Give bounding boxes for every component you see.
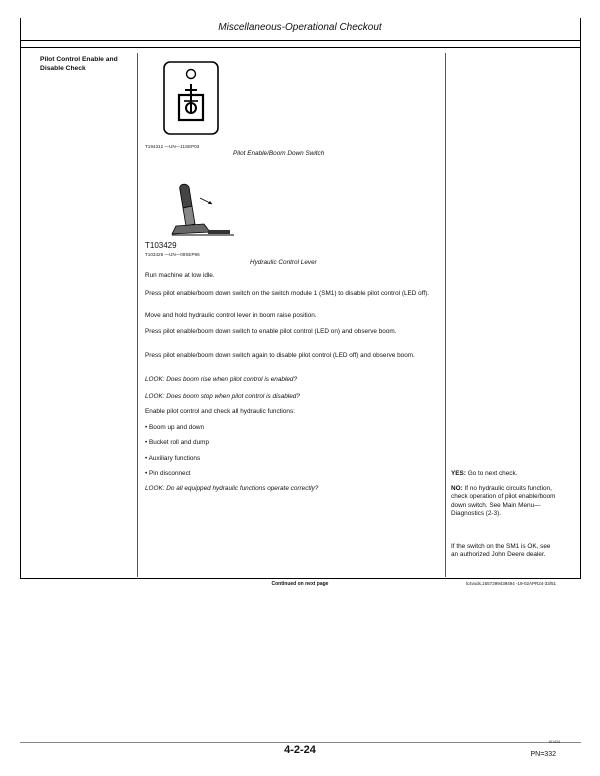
header-right-border [580, 18, 581, 40]
step-text: Press pilot enable/boom down switch to enable pilot control (LED on) and observe boom. [145, 328, 397, 335]
figure-code: T103429 —UN—09SEP96 [145, 252, 200, 257]
list-item: • Auxiliary functions [145, 455, 201, 462]
step-text: Run machine at low idle. [145, 272, 215, 279]
list-item: • Bucket roll and dump [145, 439, 210, 446]
document-reference: lc4vxds,1657299439494 -19-02APR24-33/51 [465, 581, 556, 586]
figure-code: T194312 —UN—11SEP03 [145, 144, 200, 149]
hydraulic-lever-icon [168, 180, 238, 242]
pilot-enable-switch-icon [162, 60, 220, 136]
look-question: LOOK: Does boom rise when pilot control is enabled? [145, 376, 298, 383]
figure-label: T103429 [145, 241, 177, 250]
list-item: • Pin disconnect [145, 470, 191, 477]
date-code: 101424 [548, 740, 560, 744]
look-question: LOOK: Do all equipped hydraulic functions operate correctly? [145, 485, 319, 492]
page-number: 4-2-24 [284, 744, 316, 756]
pn-number: PN=332 [530, 751, 556, 758]
table-left-border [20, 40, 21, 578]
table-right-border [580, 40, 581, 578]
section-title: Pilot Control Enable and Disable Check [40, 56, 118, 72]
figure-caption: Pilot Enable/Boom Down Switch [233, 150, 325, 157]
list-item: • Boom up and down [145, 424, 205, 431]
header-rule [20, 40, 581, 41]
step-text: Enable pilot control and check all hydraulic functions: [145, 408, 295, 415]
look-question: LOOK: Does boom stop when pilot control is disabled? [145, 393, 300, 400]
continued-notice: Continued on next page [271, 581, 329, 587]
column-divider-2 [445, 53, 446, 577]
step-text: Press pilot enable/boom down switch again to disable pilot control (LED off) and observe boom. [145, 352, 415, 359]
no-result [451, 485, 556, 519]
yes-label: YES: [451, 470, 466, 477]
yes-text: Go to next check. [467, 470, 518, 477]
table-top-rule [20, 47, 581, 48]
figure-caption: Hydraulic Control Lever [250, 259, 317, 266]
header-left-border [20, 18, 21, 40]
yes-result [451, 470, 556, 478]
no-label: NO: [451, 485, 463, 492]
dealer-text: If the switch on the SM1 is OK, see an authorized John Deere dealer. [451, 543, 551, 559]
page-header-title: Miscellaneous-Operational Checkout [218, 22, 382, 33]
step-text: Press pilot enable/boom down switch on the switch module 1 (SM1) to disable pilot control (LED off). [145, 290, 430, 297]
no-text: If no hydraulic circuits function, check operation of pilot enable/boom down switch. See Main Menu—Diagnostics (2-3). [451, 485, 556, 518]
footer-rule [20, 742, 581, 743]
table-bottom-rule [20, 578, 581, 579]
column-divider-1 [137, 53, 138, 577]
step-text: Move and hold hydraulic control lever in boom raise position. [145, 312, 317, 319]
